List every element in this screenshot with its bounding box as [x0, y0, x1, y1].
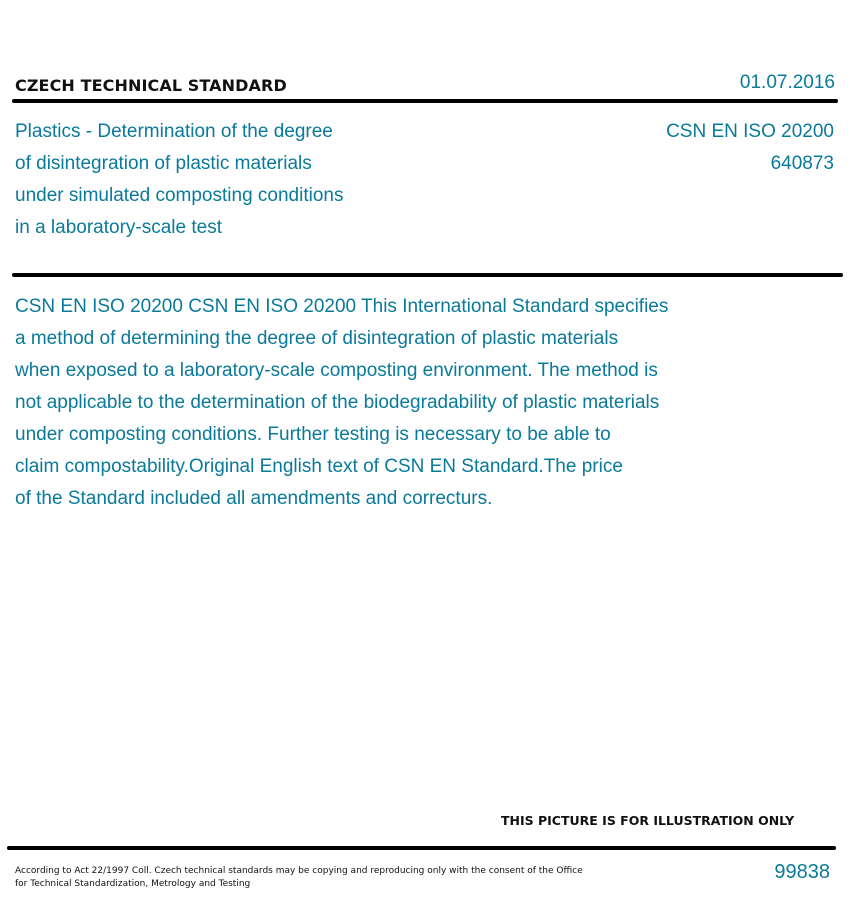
- illustration-disclaimer: THIS PICTURE IS FOR ILLUSTRATION ONLY: [501, 813, 795, 828]
- standard-type-label: CZECH TECHNICAL STANDARD: [15, 76, 287, 95]
- description-line: a method of determining the degree of disintegration of plastic materials: [15, 328, 619, 349]
- footer-divider: [7, 846, 836, 850]
- standard-codes: [666, 116, 834, 180]
- catalog-number: 640873: [770, 153, 834, 174]
- standard-description: [15, 291, 815, 515]
- publication-date: 01.07.2016: [739, 72, 835, 93]
- description-line: of the Standard included all amendments and correcturs.: [15, 488, 493, 509]
- legal-notice: [15, 865, 615, 890]
- header-divider: [12, 99, 838, 103]
- title-line: in a laboratory-scale test: [15, 217, 222, 238]
- standard-code: CSN EN ISO 20200: [666, 121, 834, 142]
- description-line: not applicable to the determination of the biodegradability of plastic materials: [15, 392, 660, 413]
- legal-notice-line: for Technical Standardization, Metrology and Testing: [15, 878, 251, 889]
- title-line: under simulated composting conditions: [15, 185, 344, 206]
- description-line: claim compostability.Original English text of CSN EN Standard.The price: [15, 456, 623, 477]
- title-divider: [12, 273, 843, 277]
- legal-notice-line: According to Act 22/1997 Coll. Czech technical standards may be copying and reproducing only with the consent of the Office: [15, 866, 583, 876]
- title-line: Plastics - Determination of the degree: [15, 121, 333, 142]
- standard-title: [15, 116, 435, 244]
- description-line: CSN EN ISO 20200 CSN EN ISO 20200 This International Standard specifies: [15, 296, 669, 317]
- title-line: of disintegration of plastic materials: [15, 153, 312, 174]
- description-line: under composting conditions. Further testing is necessary to be able to: [15, 424, 611, 445]
- description-line: when exposed to a laboratory-scale composting environment. The method is: [15, 360, 658, 381]
- document-number: 99838: [774, 861, 830, 883]
